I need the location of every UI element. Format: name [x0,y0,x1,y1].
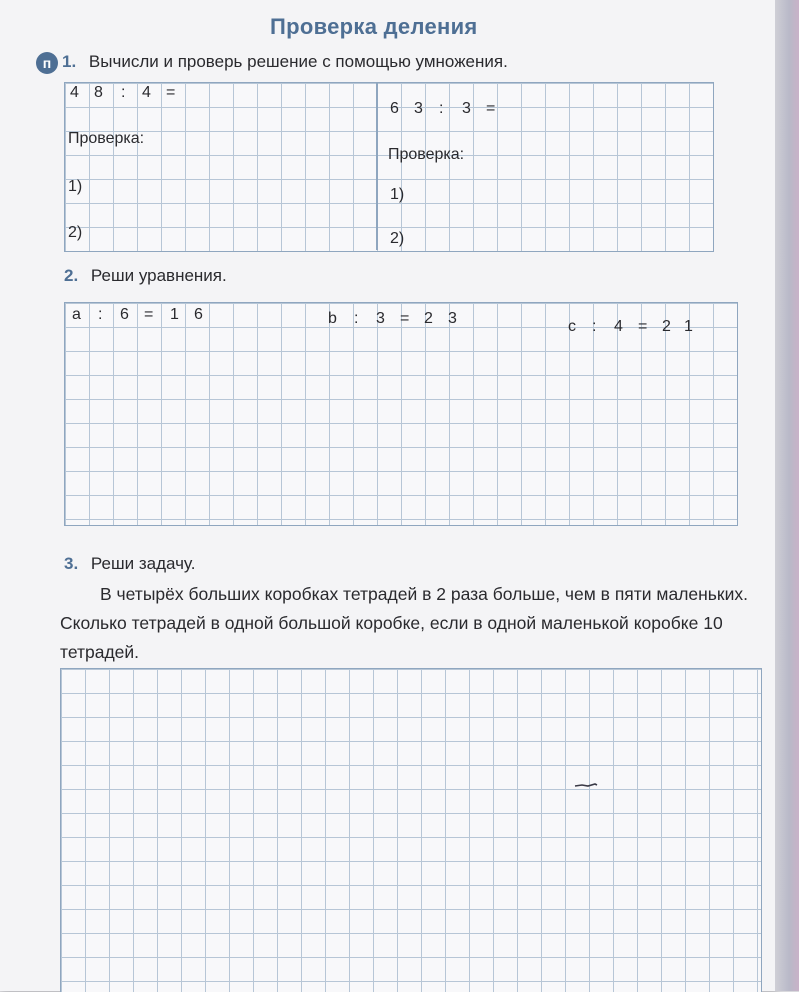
task-1-left-step-2: 2) [68,224,83,241]
task-3-problem-text: В четырёх больших коробках тетрадей в 2 раза больше, чем в пяти маленьких. Сколько тетрадей в одной большой коробке, если в одной маленькой коробке 10 тетрадей. [60,584,748,662]
eq-cell: a [72,306,81,323]
expr-cell: 8 [94,84,103,101]
eq-cell: : [592,318,597,335]
task-badge-icon: п [36,52,58,74]
eq-cell: 6 [194,306,203,323]
task-1-grid[interactable] [64,82,714,252]
task-1-number: 1. [62,52,77,71]
task-1-right-step-2: 2) [390,230,405,247]
task-1-right-check-label: Проверка: [388,146,465,163]
eq-cell: 1 [684,318,693,335]
page-edge [775,0,799,991]
task-3-problem [60,580,750,667]
expr-cell: = [486,100,496,117]
task-2-text: Реши уравнения. [90,266,227,285]
expr-cell: 3 [414,100,423,117]
eq-cell: 1 [170,306,179,323]
pencil-mark-icon [573,780,599,790]
eq-cell: 4 [614,318,623,335]
eq-cell: 3 [448,310,457,327]
eq-cell: : [354,310,359,327]
task-3-text: Реши задачу. [90,554,196,573]
task-1-left-step-1: 1) [68,178,83,195]
expr-cell: 6 [390,100,399,117]
eq-cell: 2 [662,318,671,335]
eq-cell: c [568,318,576,335]
eq-cell: = [638,318,648,335]
task-3-number: 3. [64,554,79,573]
eq-cell: 6 [120,306,129,323]
task-1-right-step-1: 1) [390,186,405,203]
task-1-left-check-label: Проверка: [68,130,145,147]
eq-cell: 3 [376,310,385,327]
task-1-divider [376,82,378,250]
expr-cell: 3 [462,100,471,117]
task-3-heading [64,554,195,574]
task-2-number: 2. [64,266,79,285]
expr-cell: 4 [142,84,151,101]
eq-cell: = [400,310,410,327]
expr-cell: : [439,100,444,117]
expr-cell: : [121,84,126,101]
eq-cell: = [144,306,154,323]
task-2-heading [64,266,227,286]
expr-cell: = [166,84,176,101]
page-title: Проверка деления [270,14,478,39]
eq-cell: b [328,310,337,327]
task-1-heading [62,52,508,72]
eq-cell: 2 [424,310,433,327]
eq-cell: : [98,306,103,323]
task-1-text: Вычисли и проверь решение с помощью умножения. [88,52,508,71]
task-3-grid[interactable] [60,668,762,992]
task-2-grid[interactable] [64,302,738,526]
expr-cell: 4 [70,84,79,101]
